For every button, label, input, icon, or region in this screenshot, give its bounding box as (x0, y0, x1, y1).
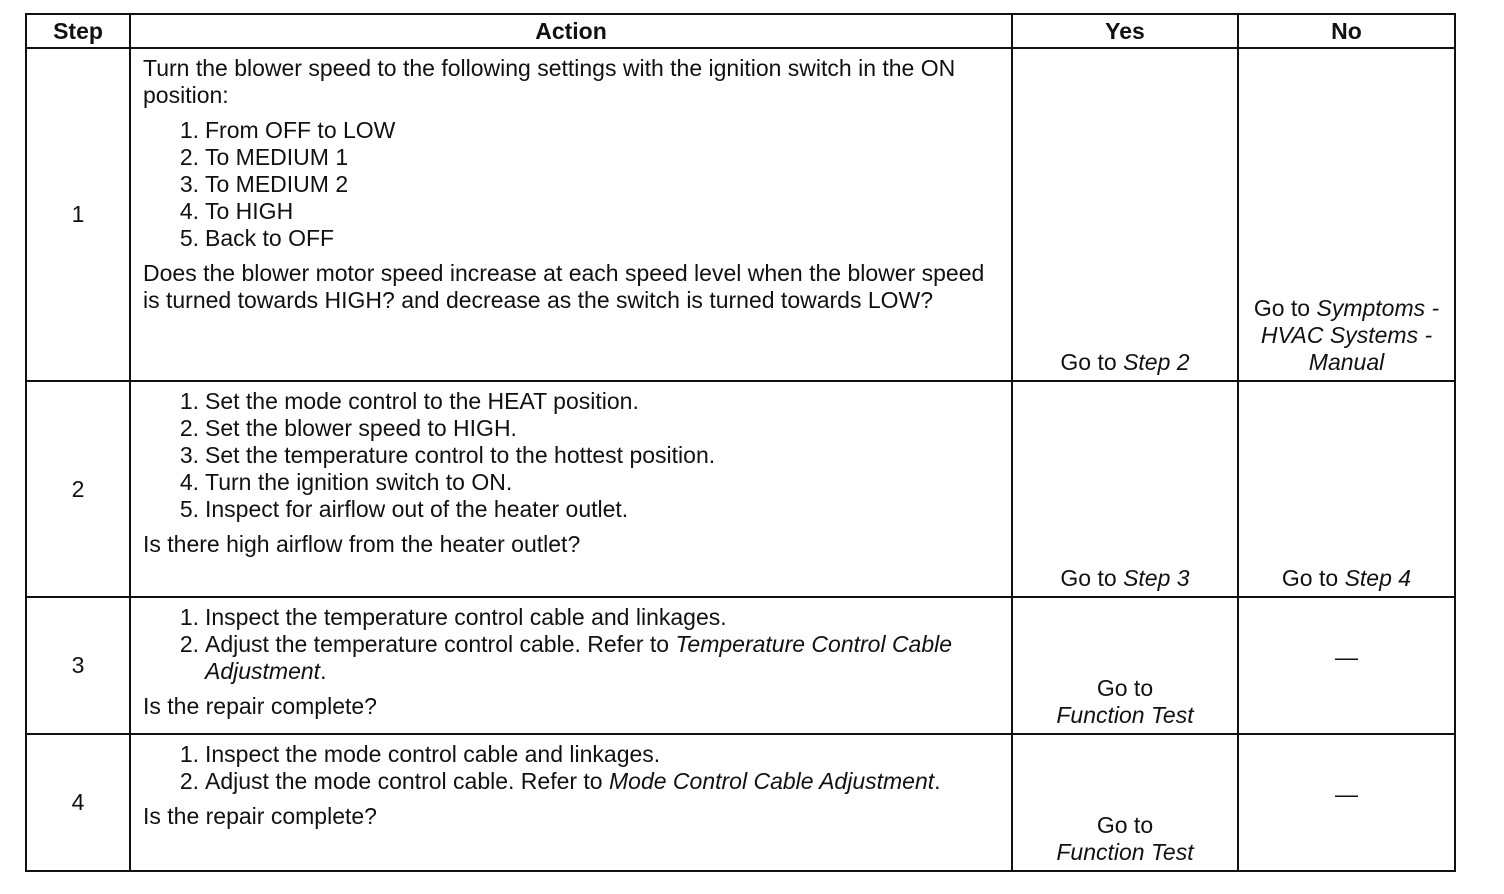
list-item (143, 117, 999, 144)
yes-prefix: Go to (1060, 565, 1124, 591)
list-item-number: 5. (179, 225, 199, 251)
action-question: Is there high airflow from the heater outlet? (143, 531, 581, 557)
list-item (143, 198, 999, 225)
list-item-number: 1. (179, 388, 199, 414)
table-row (26, 381, 1455, 597)
yes-cell (1012, 381, 1238, 597)
step-number: 3 (26, 597, 130, 734)
no-cell (1238, 48, 1455, 381)
header-no: No (1238, 14, 1455, 48)
step-number: 2 (26, 381, 130, 597)
list-item-number: 3. (179, 171, 199, 197)
list-item-number: 2. (179, 768, 199, 794)
list-item (143, 442, 999, 469)
list-item (143, 415, 999, 442)
yes-reference: Function Test (1056, 702, 1194, 728)
list-item-number: 4. (179, 469, 199, 495)
list-item-text (205, 631, 999, 685)
action-cell (130, 734, 1012, 871)
step-number: 4 (26, 734, 130, 871)
no-reference: Symptoms - HVAC Systems - Manual (1260, 295, 1440, 375)
table-row (26, 48, 1455, 381)
list-item-number: 1. (179, 117, 199, 143)
list-item-text: To MEDIUM 1 (205, 144, 349, 170)
list-item-text (205, 768, 999, 795)
list-item-text: Set the mode control to the HEAT position. (205, 388, 639, 414)
yes-prefix: Go to (1096, 812, 1154, 838)
action-cell (130, 381, 1012, 597)
action-question: Does the blower motor speed increase at each speed level when the blower speed is turned towards HIGH? and decrease as the switch is turned towards LOW? (143, 260, 985, 313)
yes-reference: Step 2 (1123, 349, 1190, 375)
header-action: Action (130, 14, 1012, 48)
procedure-reference: Temperature Control Cable Adjustment (205, 631, 953, 684)
yes-reference: Function Test (1056, 839, 1194, 865)
list-item (143, 171, 999, 198)
no-prefix: Go to (1281, 565, 1345, 591)
list-item-text-plain: Adjust the mode control cable. Refer to (205, 768, 609, 794)
list-item-number: 2. (179, 631, 199, 657)
action-list (143, 604, 999, 685)
procedure-reference: Mode Control Cable Adjustment (609, 768, 935, 794)
list-item (143, 144, 999, 171)
list-item (143, 741, 999, 768)
list-item (143, 768, 999, 795)
list-item-text: Inspect the temperature control cable and linkages. (205, 604, 727, 630)
list-item-text: Set the blower speed to HIGH. (205, 415, 517, 441)
list-item (143, 388, 999, 415)
header-row (26, 14, 1455, 48)
list-item (143, 496, 999, 523)
yes-prefix: Go to (1096, 675, 1154, 701)
list-item-text: Inspect for airflow out of the heater outlet. (205, 496, 629, 522)
list-item-text-suffix: . (934, 768, 941, 794)
list-item-text: From OFF to LOW (205, 117, 396, 143)
action-list (143, 741, 999, 795)
list-item (143, 469, 999, 496)
action-cell (130, 597, 1012, 734)
header-yes: Yes (1012, 14, 1238, 48)
list-item-text: Inspect the mode control cable and linkages. (205, 741, 661, 767)
list-item-number: 1. (179, 604, 199, 630)
action-intro: Turn the blower speed to the following settings with the ignition switch in the ON position: (143, 55, 956, 108)
list-item-number: 2. (179, 415, 199, 441)
no-cell (1238, 381, 1455, 597)
header-step: Step (26, 14, 130, 48)
list-item-number: 1. (179, 741, 199, 767)
yes-reference: Step 3 (1123, 565, 1190, 591)
no-cell (1238, 734, 1455, 871)
list-item (143, 631, 999, 685)
yes-prefix: Go to (1060, 349, 1124, 375)
yes-cell (1012, 734, 1238, 871)
yes-cell (1012, 48, 1238, 381)
no-dash: — (1335, 781, 1358, 807)
list-item-text-plain: Adjust the temperature control cable. Refer to (205, 631, 676, 657)
list-item-text-suffix: . (320, 658, 327, 684)
no-reference: Step 4 (1344, 565, 1412, 591)
yes-cell (1012, 597, 1238, 734)
no-dash: — (1335, 644, 1358, 670)
list-item-number: 5. (179, 496, 199, 522)
list-item-number: 3. (179, 442, 199, 468)
action-question: Is the repair complete? (143, 803, 377, 829)
list-item-number: 4. (179, 198, 199, 224)
diagnostic-table (25, 13, 1456, 872)
list-item (143, 604, 999, 631)
no-prefix: Go to (1253, 295, 1317, 321)
list-item-text: To MEDIUM 2 (205, 171, 349, 197)
list-item-number: 2. (179, 144, 199, 170)
list-item-text: To HIGH (205, 198, 294, 224)
step-number: 1 (26, 48, 130, 381)
table-row (26, 734, 1455, 871)
list-item (143, 225, 999, 252)
no-cell (1238, 597, 1455, 734)
action-list (143, 388, 999, 523)
list-item-text: Set the temperature control to the hottest position. (205, 442, 716, 468)
action-cell (130, 48, 1012, 381)
action-list (143, 117, 999, 252)
list-item-text: Back to OFF (205, 225, 335, 251)
table-row (26, 597, 1455, 734)
action-question: Is the repair complete? (143, 693, 377, 719)
list-item-text: Turn the ignition switch to ON. (205, 469, 513, 495)
